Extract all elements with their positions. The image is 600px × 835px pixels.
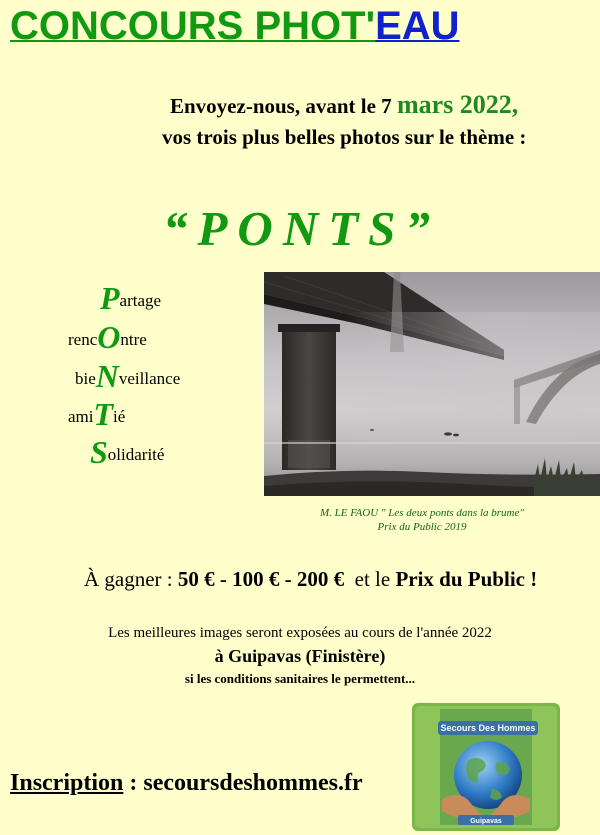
prize-intro: À gagner :: [84, 567, 178, 591]
intro-line-2: vos trois plus belles photos sur le thème :: [162, 125, 527, 149]
acrostic-rencontre: [68, 319, 147, 355]
acrostic-pre: renc: [68, 330, 98, 349]
title-main: CONCOURS PHOT': [10, 4, 376, 48]
intro-line-1: [170, 92, 518, 119]
acrostic-partage: [100, 280, 162, 316]
acrostic-solidarite: [90, 434, 165, 470]
acrostic-post: artage: [119, 291, 162, 310]
acrostic-letter: O: [97, 319, 121, 355]
acrostic-amitie: [68, 396, 126, 432]
deadline-date: mars 2022,: [396, 90, 519, 119]
bridges-photo: [264, 272, 600, 496]
inscription-sep: :: [123, 770, 144, 796]
secours-des-hommes-logo: [412, 703, 560, 831]
inscription-website-link[interactable]: secoursdeshommes.fr: [143, 770, 363, 796]
acrostic-letter: N: [95, 358, 119, 394]
acrostic-post: ié: [113, 407, 126, 426]
exposition-location: à Guipavas (Finistère): [214, 646, 386, 666]
acrostic-post: olidarité: [107, 445, 165, 464]
caption-award: Prix du Public 2019: [377, 521, 467, 533]
caption-author-title: M. LE FAOU " Les deux ponts dans la brume": [320, 507, 524, 519]
acrostic-pre: ami: [68, 407, 94, 426]
exposition-condition: si les conditions sanitaires le permettent...: [184, 671, 416, 686]
acrostic-letter: S: [90, 434, 108, 470]
acrostic-post: veillance: [118, 369, 181, 388]
theme-title: “PONTS”: [163, 201, 440, 256]
exposition-line-1: Les meilleures images seront exposées au cours de l'année 2022: [108, 625, 492, 641]
prize-line: [84, 564, 537, 594]
title-eau: EAU: [375, 4, 460, 48]
acrostic-letter: P: [100, 280, 120, 316]
prize-public: Prix du Public !: [395, 567, 538, 591]
acrostic-letter: T: [93, 396, 114, 432]
photo-caption: [292, 506, 552, 534]
inscription-line: [10, 768, 363, 798]
acrostic-post: ntre: [120, 330, 147, 349]
acrostic-bienveillance: [75, 358, 181, 394]
logo-top-text: Secours Des Hommes: [440, 723, 536, 733]
poster-title: [10, 2, 460, 50]
inscription-label: Inscription: [10, 770, 124, 796]
prize-amounts: 50 € - 100 € - 200 €: [177, 567, 345, 591]
prize-mid: et le: [344, 567, 396, 591]
acrostic-pre: bie: [75, 369, 96, 388]
intro-text: Envoyez-nous, avant le 7: [170, 94, 397, 118]
logo-bottom-text: Guipavas: [470, 818, 502, 825]
